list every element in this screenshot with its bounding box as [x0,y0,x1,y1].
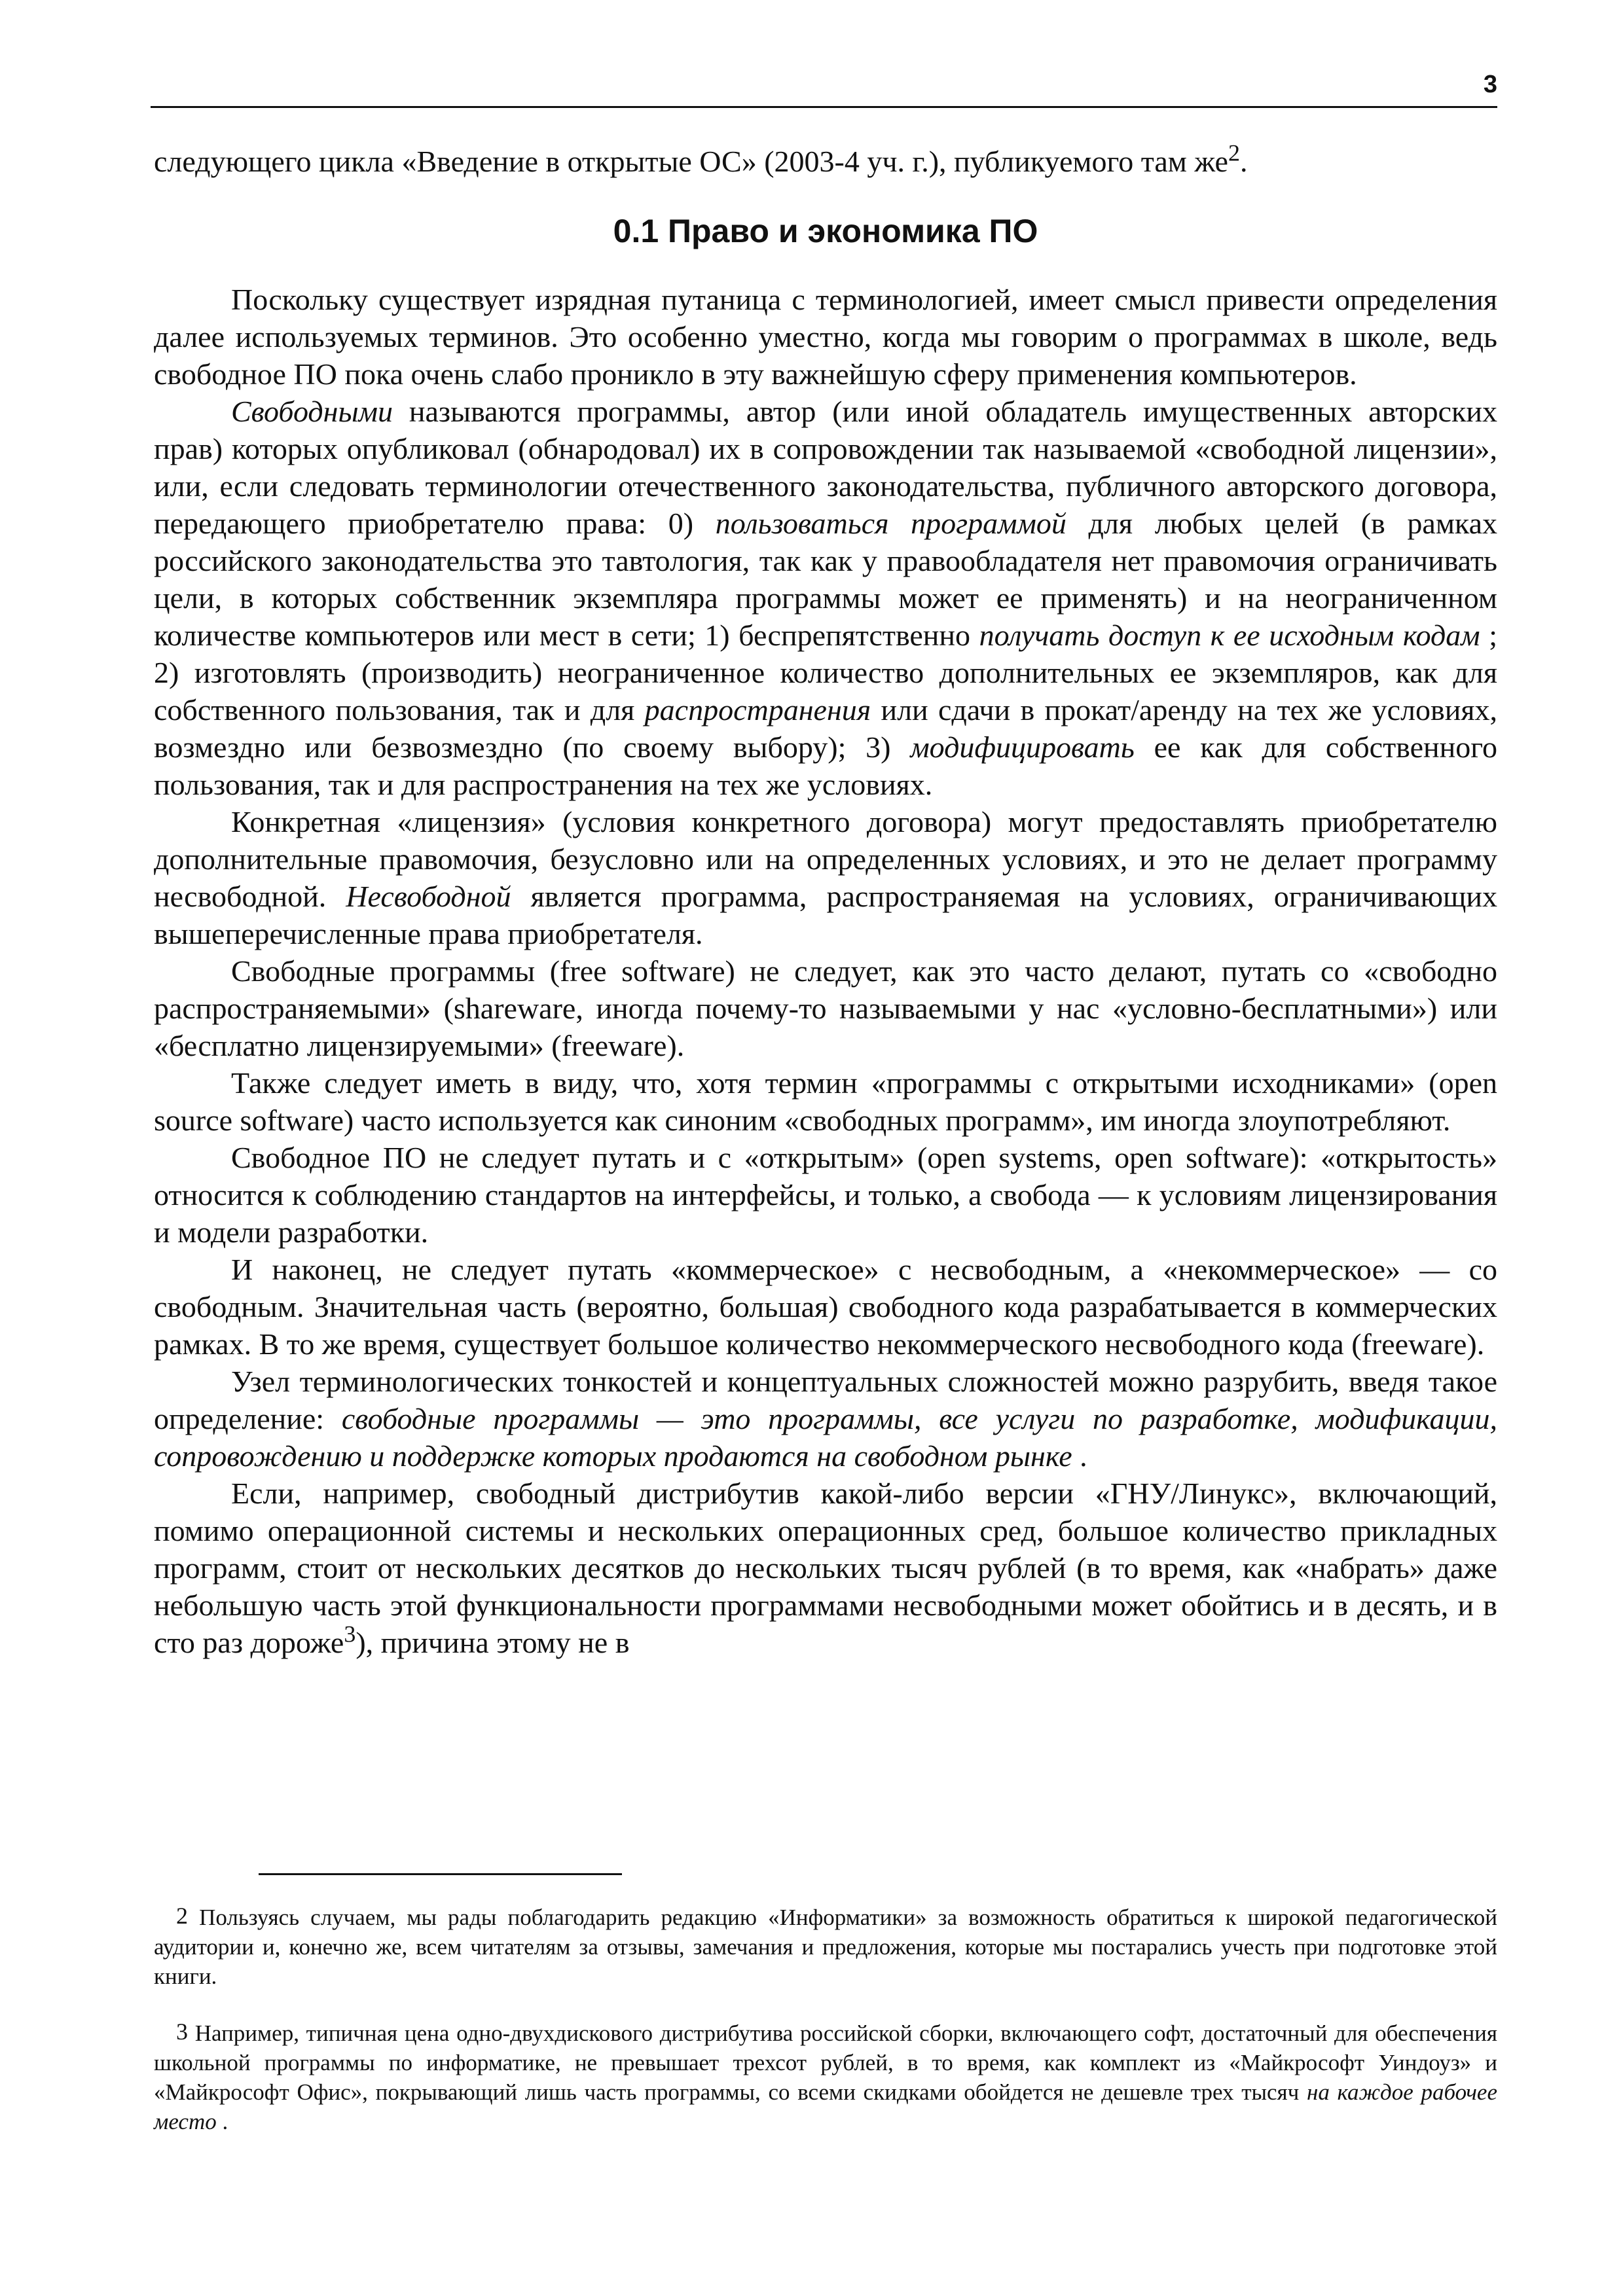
paragraph-9 [154,1475,1497,1661]
paragraph-2-text-e: ее как для собственного пользования, так и для распространения на тех же условиях. [154,730,1498,801]
term-nonfree: Несвободной [346,880,511,913]
footnote-2 [154,1901,1497,1991]
footnote-3-text-b: . [216,2109,228,2134]
intro-end: . [1239,145,1248,178]
paragraph-7: И наконец, не следует путать «коммерческое» с несвободным, а «некоммерческое» — со свободным. Значительная часть (вероятно, большая) свободного кода разрабатывается в коммерческих рамках. В то же время, существует большое количество некоммерческого несвободного кода (freeware). [154,1253,1497,1361]
paragraph-2-text-b: для любых целей (в рамках российского законодательства это тавтология, так как у правообладателя нет правомочия ограничивать цели, в которых собственник экземпляра программы может ее применять) и на неограниченном количестве компьютеров или мест в сети; 1) беспрепятственно [154,507,1497,652]
paragraph-2 [154,393,1497,803]
body-text [154,139,1498,1661]
intro-paragraph [154,139,1497,180]
paragraph-9-text-a: Если, например, свободный дистрибутив какой-либо версии «ГНУ/Линукс», включающий, помимо операционной системы и нескольких операционных сред, большое количество прикладных программ, стоит от нескольких десятков до нескольких тысяч рублей (в то время, как «набрать» даже небольшую часть этой функциональности программами несвободными может обойтись и в десять, и в сто раз дороже [154,1477,1497,1659]
paragraph-3 [154,803,1497,952]
paragraph-1: Поскольку существует изрядная путаница с терминологией, имеет смысл привести определения далее используемых терминов. Это особенно уместно, когда мы говорим о программах в школе, ведь свободное ПО пока очень слабо проникло в эту важнейшую сферу применения компьютеров. [154,283,1497,391]
footnote-ref-3[interactable]: 3 [344,1621,356,1647]
paragraph-8-text-b: . [1072,1439,1087,1473]
footnote-2-mark: 2 [176,1903,188,1929]
footnote-3-emphasis: на каждое рабочее место [154,2079,1497,2134]
footnote-separator [259,1873,622,1875]
paragraph-8-text-a: Узел терминологических тонкостей и концептуальных сложностей можно разрубить, введя такое определение: [154,1365,1497,1435]
intro-text: следующего цикла «Введение в открытые ОС» (2003-4 уч. г.), публикуемого там же [154,145,1228,178]
footnote-2-text: Пользуясь случаем, мы рады поблагодарить редакцию «Информатики» за возможность обратиться к широкой педагогической аудитории и, конечно же, всем читателям за отзывы, замечания и предложения, которые мы постарались учесть при подготовке этой книги. [154,1905,1497,1989]
term-source-access: получать доступ к ее исходным кодам [979,619,1480,652]
footnote-ref-2[interactable]: 2 [1228,139,1240,166]
term-free-programs: Свободными [231,395,393,428]
paragraph-2-text-c: ; 2) изготовлять (производить) неограниченное количество дополнительных ее экземпляров, как для собственного пользования, так и для [154,619,1498,726]
term-use-program: пользоваться программой [715,507,1067,540]
paragraph-4: Свободные программы (free software) не следует, как это часто делают, путать со «свободно распространяемыми» (shareware, иногда почему-то называемыми у нас «условно-бесплатными») или «бесплатно лицензируемыми» (freeware). [154,954,1497,1062]
paragraph-3-text-b: является программа, распространяемая на условиях, ограничивающих вышеперечисленные права приобретателя. [154,880,1497,950]
header-rule [151,106,1497,108]
paragraph-9-text-b: ), причина этому не в [356,1626,630,1659]
paragraph-8 [154,1363,1497,1475]
footnote-3-text-a: Например, типичная цена одно-двухдискового дистрибутива российской сборки, включающего софт, достаточный для обеспечения школьной программы по информатике, не превышает трехсот рублей, в то время, как комплект из «Майкрософт Уиндоуз» и «Майкрософт Офис», покрывающий лишь часть программы, со всеми скидками обойдется не дешевле трех тысяч [154,2020,1497,2105]
term-distribution: распространения [644,693,871,726]
paragraph-5: Также следует иметь в виду, что, хотя термин «программы с открытыми исходниками» (open source software) часто используется как синоним «свободных программ», им иногда злоупотребляют. [154,1066,1497,1137]
paragraph-3-text-a: Конкретная «лицензия» (условия конкретного договора) могут предоставлять приобретателю дополнительные правомочия, безусловно или на определенных условиях, и это не делает программу несвободной. [154,805,1497,913]
paragraph-2-text-d: или сдачи в прокат/аренду на тех же условиях, возмездно или безвозмездно (по своему выбору); 3) [154,693,1497,764]
section-title: 0.1 Право и экономика ПО [613,213,1038,249]
page-number: 3 [1483,71,1497,98]
paragraph-2-text-a: называются программы, автор (или иной обладатель имущественных авторских прав) которых опубликовал (обнародовал) их в сопровождении так называемой «свободной лицензии», или, если следовать терминологии отечественного законодательства, публичного авторского договора, передающего приобретателю права: 0) [154,395,1497,540]
free-software-definition: свободные программы — это программы, все услуги по разработке, модификации, сопровождению и поддержке которых продаются на свободном рынке [154,1402,1497,1473]
footnote-3 [154,2017,1497,2136]
footnotes [154,1901,1497,2136]
footnote-3-mark: 3 [176,2018,188,2045]
term-modify: модифицировать [910,730,1135,764]
paragraph-6: Свободное ПО не следует путать и с «открытым» (open systems, open software): «открытость» относится к соблюдению стандартов на интерфейсы, и только, а свобода — к условиям лицензирования и модели разработки. [154,1141,1497,1249]
